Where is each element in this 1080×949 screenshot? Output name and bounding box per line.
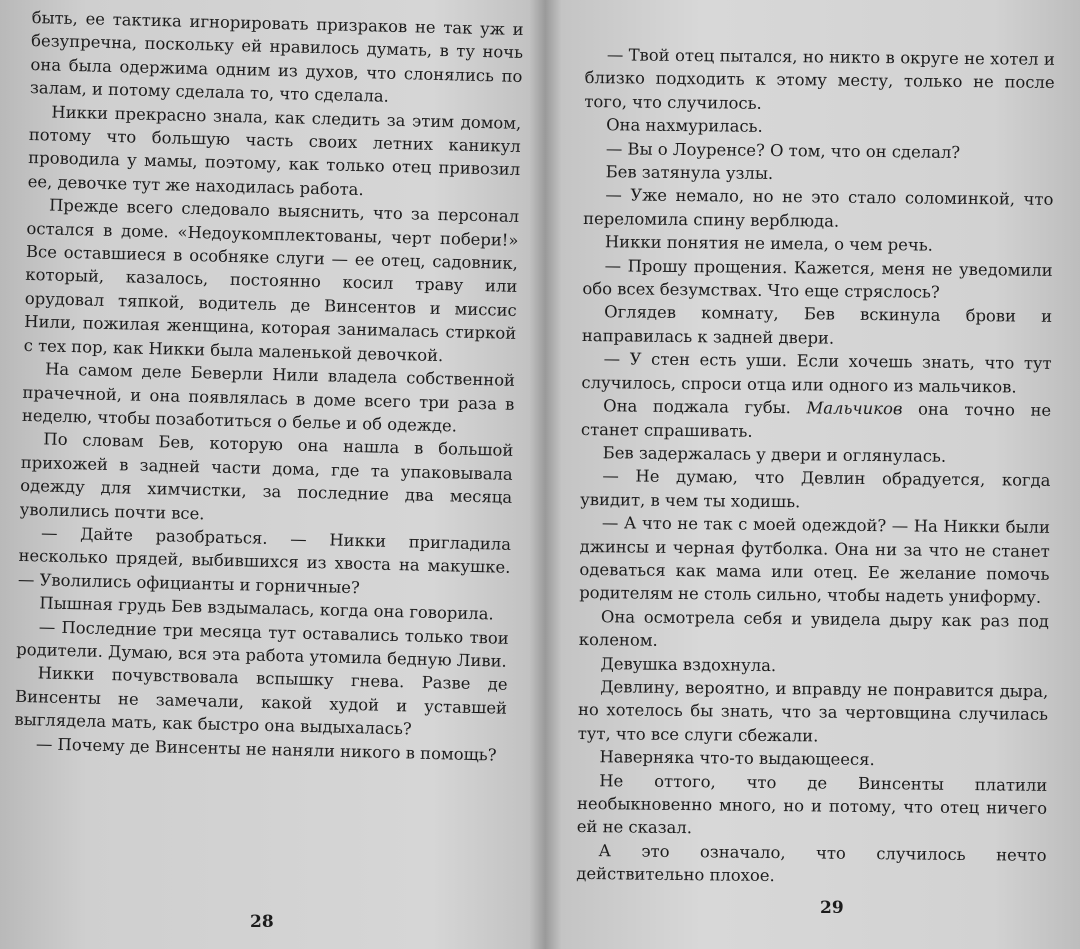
paragraph: — Не думаю, что Девлин обрадуется, когда увидит, в чем ты ходишь. — [580, 466, 1051, 511]
paragraph: Она осмотрела себя и увидела дыру как раз под коленом. — [578, 606, 1050, 650]
emphasis: Мальчиков — [806, 398, 903, 419]
paragraph: Не оттого, что де Винсенты платили необыкновенно много, но и потому, что отец ничего ей не сказал. — [576, 770, 1048, 838]
paragraph: — Твой отец пытался, но никто в округе не хотел и близко подходить к этому месту, только не после того, что случилось. — [584, 45, 1055, 113]
paragraph: — Уже немало, но не это стало соломинкой, что переломила спину верблюда. — [583, 185, 1054, 231]
paragraph: — Последние три месяца тут оставались только твои родители. Думаю, вся эта работа утомила бедную Ливи. — [16, 616, 509, 671]
paragraph: Наверняка что-то выдающееся. — [599, 747, 875, 770]
paragraph: — Прошу прощения. Кажется, меня не уведомили обо всех безумствах. Что еще стряслось? — [582, 255, 1053, 302]
page-number-right: 29 — [820, 898, 844, 918]
paragraph: Бев задержалась у двери и оглянулась. — [602, 443, 947, 466]
paragraph: — Дайте разобраться. — Никки пригладила несколько прядей, выбившихся из хвоста на макушке. — Уволились официанты и горничные? — [17, 523, 512, 597]
paragraph — [581, 394, 1051, 446]
paragraph: — У стен есть уши. Если хочешь знать, что тут случилось, спроси отца или одного из мальчиков. — [581, 349, 1052, 397]
paragraph: Прежде всего следовало выяснить, что за персонал остался в доме. «Недоукомплектованы, черт побери!» Все оставшиеся в особняке слуги — ее отец, садовник, который, казалось, постоянно косил траву или орудовал тяпкой, водитель де Винсентов и миссис Нили, пожилая женщина, которая занималась стиркой с тех пор, как Никки была маленькой девочкой. — [23, 195, 520, 365]
paragraph: По словам Бев, которую она нашла в большой прихожей в задней части дома, где та упаковывала одежду для химчистки, за последние два месяца уволились почти все. — [19, 429, 514, 523]
right-page-text — [576, 43, 1055, 891]
paragraph: Никки понятия не имела, о чем речь. — [604, 232, 933, 255]
paragraph: Девушка вздохнула. — [600, 653, 777, 675]
paragraph: — Почему де Винсенты не наняли никого в помощь? — [35, 733, 497, 765]
paragraph: Оглядев комнату, Бев вскинула брови и направилась к задней двери. — [581, 302, 1053, 348]
paragraph: Девлину, вероятно, и вправду не понравится дыра, но хотелось бы знать, что за чертовщина случилась тут, что все слуги сбежали. — [577, 677, 1049, 746]
paragraph: Никки почувствовала вспышку гнева. Разве де Винсенты не замечали, какой худой и уставшей выглядела мать, как быстро она выдыхалась? — [14, 663, 508, 739]
page-number-left: 28 — [250, 912, 274, 932]
paragraph: — А что не так с моей одеждой? — На Никки были джинсы и черная футболка. Она ни за что не станет одеваться как мама или отец. Ее желание помочь родителям не столь сильно, чтобы надеть униформу. — [579, 513, 1051, 608]
paragraph-part: Она поджала губы. — [603, 396, 792, 418]
paragraph: А это означало, что случилось нечто действительно плохое. — [576, 840, 1047, 886]
paragraph: Бев затянула узлы. — [605, 162, 774, 184]
paragraph: Никки прекрасно знала, как следить за этим домом, потому что большую часть своих летних каникул проводила у мамы, поэтому, как только отец привозил ее, девочке тут же находилась работа. — [27, 102, 522, 199]
paragraph: На самом деле Беверли Нили владела собственной прачечной, и она появлялась в доме всего три раза в неделю, чтобы позаботиться о белье и об одежде. — [21, 359, 516, 436]
paragraph-part: она точно не станет спрашивать. — [580, 399, 1052, 441]
paragraph: Она нахмурилась. — [606, 115, 763, 137]
paragraph: быть, ее тактика игнорировать призраков не так уж и безупречна, поскольку ей нравилось думать, в ту ночь она была одержима одним из духов, что слонялись по залам, и потому сделала то, что сделала. — [29, 7, 524, 106]
left-page-text — [14, 6, 524, 767]
paragraph: — Вы о Лоуренсе? О том, что он сделал? — [605, 138, 961, 162]
right-page — [545, 0, 1080, 949]
paragraph: Пышная грудь Бев вздымалась, когда она говорила. — [39, 593, 494, 624]
